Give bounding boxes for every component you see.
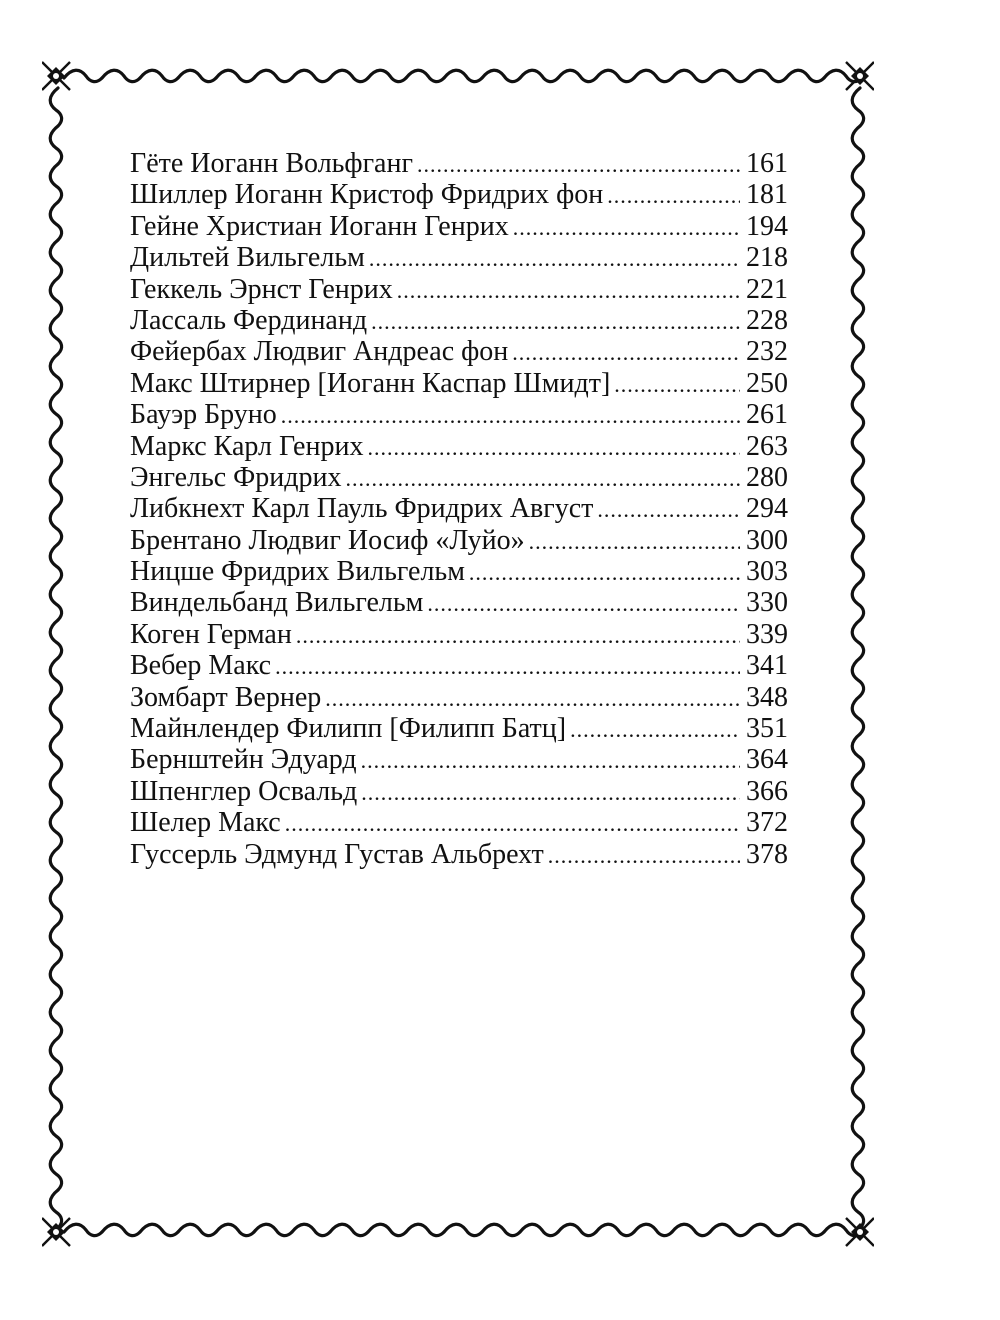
toc-entry-title: Майнлендер Филипп [Филипп Батц] bbox=[130, 713, 567, 745]
toc-dot-leader bbox=[427, 588, 740, 619]
toc-entry bbox=[130, 556, 788, 587]
toc-entry-title: Вебер Макс bbox=[130, 650, 272, 682]
toc-dot-leader bbox=[570, 714, 740, 745]
toc-entry bbox=[130, 525, 788, 556]
toc-entry-title: Виндельбанд Вильгельм bbox=[130, 587, 424, 619]
toc-entry bbox=[130, 148, 788, 179]
toc-entry-page: 300 bbox=[746, 524, 788, 556]
toc-entry-title: Бернштейн Эдуард bbox=[130, 744, 357, 776]
toc-dot-leader bbox=[367, 432, 740, 463]
toc-entry-page: 263 bbox=[746, 430, 788, 462]
toc-dot-leader bbox=[513, 212, 740, 243]
toc-entry-page: 351 bbox=[746, 713, 788, 745]
toc-dot-leader bbox=[369, 243, 740, 274]
toc-entry-page: 161 bbox=[746, 148, 788, 179]
toc-entry-page: 341 bbox=[746, 650, 788, 682]
toc-entry-page: 232 bbox=[746, 336, 788, 368]
toc-entry-page: 250 bbox=[746, 367, 788, 399]
toc-entry bbox=[130, 776, 788, 807]
toc-entry-page: 339 bbox=[746, 618, 788, 650]
toc-dot-leader bbox=[548, 840, 740, 871]
toc-entry bbox=[130, 839, 788, 870]
toc-dot-leader bbox=[417, 149, 740, 180]
toc-entry-title: Дильтей Вильгельм bbox=[130, 242, 365, 274]
toc-entry-page: 194 bbox=[746, 210, 788, 242]
toc-dot-leader bbox=[281, 400, 740, 431]
toc-entry-title: Маркс Карл Генрих bbox=[130, 430, 364, 462]
toc-entry bbox=[130, 211, 788, 242]
toc-entry-title: Гёте Иоганн Вольфганг bbox=[130, 148, 413, 179]
toc-entry bbox=[130, 399, 788, 430]
toc-entry bbox=[130, 619, 788, 650]
toc-entry-title: Шпенглер Освальд bbox=[130, 775, 358, 807]
toc-entry-title: Коген Герман bbox=[130, 618, 292, 650]
toc-entry bbox=[130, 807, 788, 838]
toc-dot-leader bbox=[469, 557, 740, 588]
toc-entry bbox=[130, 462, 788, 493]
toc-entry-title: Фейербах Людвиг Андреас фон bbox=[130, 336, 509, 368]
toc-entry-page: 348 bbox=[746, 681, 788, 713]
toc-entry-title: Энгельс Фридрих bbox=[130, 461, 342, 493]
toc-entry-title: Зомбарт Вернер bbox=[130, 681, 322, 713]
toc-dot-leader bbox=[361, 777, 740, 808]
toc-entry-page: 366 bbox=[746, 775, 788, 807]
toc-entry bbox=[130, 336, 788, 367]
toc-dot-leader bbox=[285, 808, 740, 839]
toc-entry-page: 280 bbox=[746, 461, 788, 493]
toc-entry-page: 372 bbox=[746, 807, 788, 839]
toc-entry bbox=[130, 713, 788, 744]
toc-entry bbox=[130, 493, 788, 524]
table-of-contents bbox=[130, 148, 788, 870]
toc-entry-title: Гейне Христиан Иоганн Генрих bbox=[130, 210, 509, 242]
toc-entry-page: 261 bbox=[746, 399, 788, 431]
toc-entry-title: Макс Штирнер [Иоганн Каспар Шмидт] bbox=[130, 367, 611, 399]
toc-entry bbox=[130, 431, 788, 462]
toc-entry-title: Либкнехт Карл Пауль Фридрих Август bbox=[130, 493, 594, 525]
toc-entry bbox=[130, 744, 788, 775]
toc-entry-page: 218 bbox=[746, 242, 788, 274]
toc-entry bbox=[130, 368, 788, 399]
toc-entry-page: 228 bbox=[746, 304, 788, 336]
toc-dot-leader bbox=[614, 369, 740, 400]
toc-entry bbox=[130, 682, 788, 713]
toc-entry bbox=[130, 650, 788, 681]
toc-entry-page: 330 bbox=[746, 587, 788, 619]
toc-entry-page: 303 bbox=[746, 556, 788, 588]
toc-entry-title: Шиллер Иоганн Кристоф Фридрих фон bbox=[130, 179, 604, 211]
toc-dot-leader bbox=[296, 620, 740, 651]
toc-entry-title: Брентано Людвиг Иосиф «Луйо» bbox=[130, 524, 525, 556]
toc-entry-page: 294 bbox=[746, 493, 788, 525]
toc-entry-page: 364 bbox=[746, 744, 788, 776]
toc-dot-leader bbox=[607, 180, 740, 211]
toc-entry-page: 181 bbox=[746, 179, 788, 211]
toc-entry-title: Ницше Фридрих Вильгельм bbox=[130, 556, 465, 588]
toc-dot-leader bbox=[371, 306, 740, 337]
toc-dot-leader bbox=[597, 494, 740, 525]
toc-dot-leader bbox=[275, 651, 740, 682]
toc-entry-page: 378 bbox=[746, 838, 788, 870]
toc-entry-title: Шелер Макс bbox=[130, 807, 281, 839]
toc-dot-leader bbox=[361, 745, 740, 776]
toc-entry bbox=[130, 274, 788, 305]
toc-entry-title: Геккель Эрнст Генрих bbox=[130, 273, 393, 305]
toc-entry-title: Гуссерль Эдмунд Густав Альбрехт bbox=[130, 838, 544, 870]
toc-dot-leader bbox=[512, 337, 740, 368]
toc-dot-leader bbox=[397, 275, 740, 306]
toc-dot-leader bbox=[529, 526, 740, 557]
toc-entry-title: Лассаль Фердинанд bbox=[130, 304, 368, 336]
toc-entry bbox=[130, 587, 788, 618]
toc-entry bbox=[130, 242, 788, 273]
toc-entry-title: Бауэр Бруно bbox=[130, 399, 277, 431]
toc-entry bbox=[130, 305, 788, 336]
toc-dot-leader bbox=[325, 683, 740, 714]
toc-entry bbox=[130, 179, 788, 210]
toc-entry-page: 221 bbox=[746, 273, 788, 305]
toc-dot-leader bbox=[346, 463, 740, 494]
